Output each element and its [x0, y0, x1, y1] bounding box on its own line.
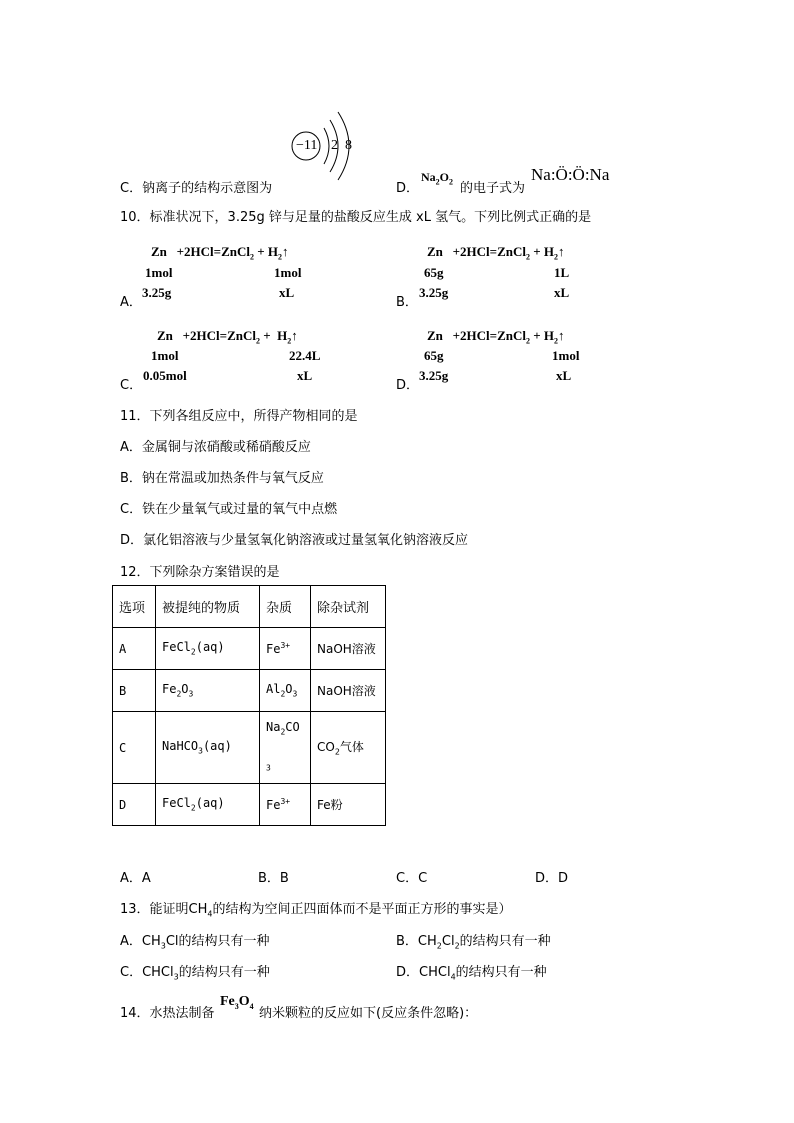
q10-b-equation: Zn +2HCl=ZnCl$_2$ + $H_2↑$	[427, 244, 565, 262]
q10-d-r2c1: 65g	[424, 348, 444, 363]
q11-option-c: C．铁在少量氧气或过量的氧气中点燃	[120, 502, 338, 517]
q10-b-label: B．	[396, 295, 418, 310]
table-row	[113, 712, 386, 784]
table-cell: $Fe_2O_3$	[156, 670, 260, 712]
q12-table	[112, 585, 386, 826]
q10-stem: 10．标准状况下，3.25g 锌与足量的盐酸反应生成 xL 氢气。下列比例式正确的是	[120, 210, 592, 225]
q14-stem-suffix: 纳米颗粒的反应如下(反应条件忽略)：	[259, 1006, 478, 1021]
q14-stem-prefix: 14．水热法制备	[120, 1006, 215, 1021]
table-header-cell: 被提纯的物质	[156, 586, 260, 628]
q9-option-d-label: D．	[396, 181, 420, 196]
table-cell: $Fe^{3+}$	[260, 628, 311, 670]
table-header-cell: 除杂试剂	[311, 586, 386, 628]
q10-c-r3c1: 0.05mol	[143, 368, 187, 383]
table-cell: NaHCO$_3$(aq)	[156, 712, 260, 784]
table-cell: C	[113, 712, 156, 784]
q13-option-a: A．$CH_3Cl$的结构只有一种	[120, 934, 270, 951]
q12-answer-c: C．C	[396, 871, 428, 886]
table-row	[113, 784, 386, 826]
q9-option-c: C．钠离子的结构示意图为	[120, 181, 273, 196]
q13-option-d: D．CHCl$_4$的结构只有一种	[396, 965, 547, 982]
table-cell: NaOH溶液	[311, 628, 386, 670]
q10-d-r2c2: 1mol	[552, 348, 580, 363]
table-header-cell: 杂质	[260, 586, 311, 628]
table-header-cell: 选项	[113, 586, 156, 628]
q10-b-r3c1: 3.25g	[419, 285, 449, 300]
table-cell: B	[113, 670, 156, 712]
q9-option-d-suffix: 的电子式为	[460, 181, 526, 196]
q11-option-a: A．金属铜与浓硝酸或稀硝酸反应	[120, 440, 311, 455]
q9-option-d-formula: $Na_2O_2$	[421, 170, 454, 187]
table-cell: NaOH溶液	[311, 670, 386, 712]
q10-c-r3c2: xL	[297, 368, 313, 383]
table-cell: FeCl$_2$(aq)	[156, 628, 260, 670]
table-cell: Fe粉	[311, 784, 386, 826]
diagram-nucleus: −11	[296, 138, 318, 153]
q13-option-b: B．$CH_2Cl_2$的结构只有一种	[396, 934, 551, 951]
q10-b-r3c2: xL	[554, 285, 570, 300]
q10-a-r3c1: 3.25g	[142, 285, 172, 300]
q12-answer-d: D．D	[535, 871, 569, 886]
table-cell: $Fe^{3+}$	[260, 784, 311, 826]
q10-c-equation: Zn +2HCl=ZnCl$_2$ + $H_2↑$	[157, 328, 298, 346]
q10-d-equation: Zn +2HCl=ZnCl$_2$ + $H_2↑$	[427, 328, 565, 346]
table-cell: A	[113, 628, 156, 670]
table-row	[113, 628, 386, 670]
electron-formula: Na:Ö:Ö:Na	[531, 165, 610, 184]
q13-option-c: C．CHCl$_3$的结构只有一种	[120, 965, 270, 982]
q10-a-r2c2: 1mol	[274, 265, 302, 280]
diagram-shell-2: 8	[345, 138, 352, 153]
q10-d-label: D．	[396, 378, 420, 393]
table-header-row	[113, 586, 386, 628]
q10-a-equation: Zn +2HCl=ZnCl$_2$ + $H_2↑$	[151, 244, 289, 262]
table-cell: FeCl$_2$(aq)	[156, 784, 260, 826]
q12-answer-b: B．B	[258, 871, 289, 886]
q11-stem: 11．下列各组反应中，所得产物相同的是	[120, 409, 358, 424]
q11-option-d: D．氯化铝溶液与少量氢氧化钠溶液或过量氢氧化钠溶液反应	[120, 533, 469, 548]
q10-a-r3c2: xL	[279, 285, 295, 300]
q10-a-label: A．	[120, 295, 142, 310]
q11-option-b: B．钠在常温或加热条件与氧气反应	[120, 471, 324, 486]
q13-stem: 13．能证明$CH_4$的结构为空间正四面体而不是平面正方形的事实是）	[120, 902, 512, 919]
diagram-shell-1: 2	[331, 138, 338, 153]
q10-b-r2c1: 65g	[424, 265, 444, 280]
q10-d-r3c1: 3.25g	[419, 368, 449, 383]
q10-d-r3c2: xL	[556, 368, 572, 383]
table-cell: $Na_2CO$ $_3$	[260, 712, 311, 784]
q10-c-r2c2: 22.4L	[289, 348, 321, 363]
table-row	[113, 670, 386, 712]
q12-stem: 12．下列除杂方案错误的是	[120, 565, 280, 580]
table-cell: $Al_2O_3$	[260, 670, 311, 712]
table-cell: $CO_2$气体	[311, 712, 386, 784]
q10-b-r2c2: 1L	[554, 265, 570, 280]
q10-c-label: C．	[120, 378, 143, 393]
q10-a-r2c1: 1mol	[145, 265, 173, 280]
q10-c-r2c1: 1mol	[151, 348, 179, 363]
q12-answer-a: A．A	[120, 871, 151, 886]
q14-formula: $Fe_3O_4$	[220, 994, 254, 1011]
table-cell: D	[113, 784, 156, 826]
